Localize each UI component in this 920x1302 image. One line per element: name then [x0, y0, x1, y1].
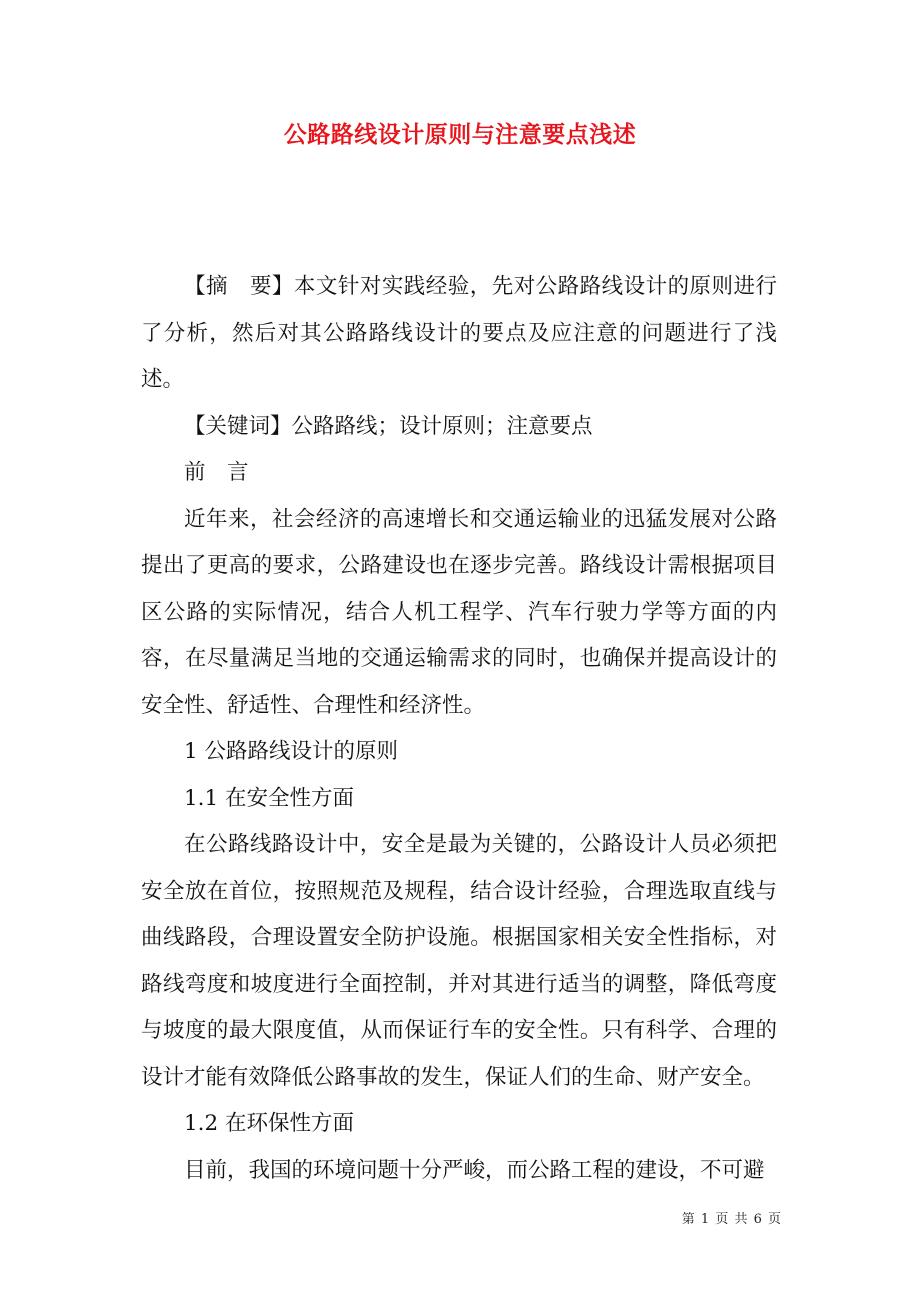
environment-paragraph: 目前，我国的环境问题十分严峻，而公路工程的建设，不可避	[184, 1157, 765, 1183]
intro-paragraph: 近年来，社会经济的高速增长和交通运输业的迅猛发展对公路提出了更高的要求，公路建设也在逐步完善。路线设计需根据项目区公路的实际情况，结合人机工程学、汽车行驶力学等方面的内容，在尽量满足当地的交通运输需求的同时，也确保并提高设计的安全性、舒适性、合理性和经济性。	[141, 506, 777, 718]
subsection-heading-1-1: 1.1 在安全性方面	[184, 785, 355, 811]
preface-heading: 前 言	[184, 460, 249, 485]
page-footer: 第 1 页 共 6 页	[681, 1212, 782, 1227]
document-body	[141, 264, 777, 1194]
keywords-paragraph: 【关键词】公路路线；设计原则；注意要点	[184, 413, 593, 439]
subsection-heading-1-2: 1.2 在环保性方面	[184, 1111, 355, 1136]
section-heading-1: 1 公路路线设计的原则	[184, 739, 399, 764]
safety-paragraph: 在公路线路设计中，安全是最为关键的，公路设计人员必须把安全放在首位，按照规范及规程，结合设计经验，合理选取直线与曲线路段，合理设置安全防护设施。根据国家相关安全性指标，对路线弯度和坡度进行全面控制，并对其进行适当的调整，降低弯度与坡度的最大限度值，从而保证行车的安全性。只有科学、合理的设计才能有效降低公路事故的发生，保证人们的生命、财产安全。	[141, 832, 777, 1090]
document-title: 公路路线设计原则与注意要点浅述	[283, 121, 637, 148]
abstract-paragraph: 【摘 要】本文针对实践经验，先对公路路线设计的原则进行了分析，然后对其公路路线设计的要点及应注意的问题进行了浅述。	[141, 274, 777, 392]
